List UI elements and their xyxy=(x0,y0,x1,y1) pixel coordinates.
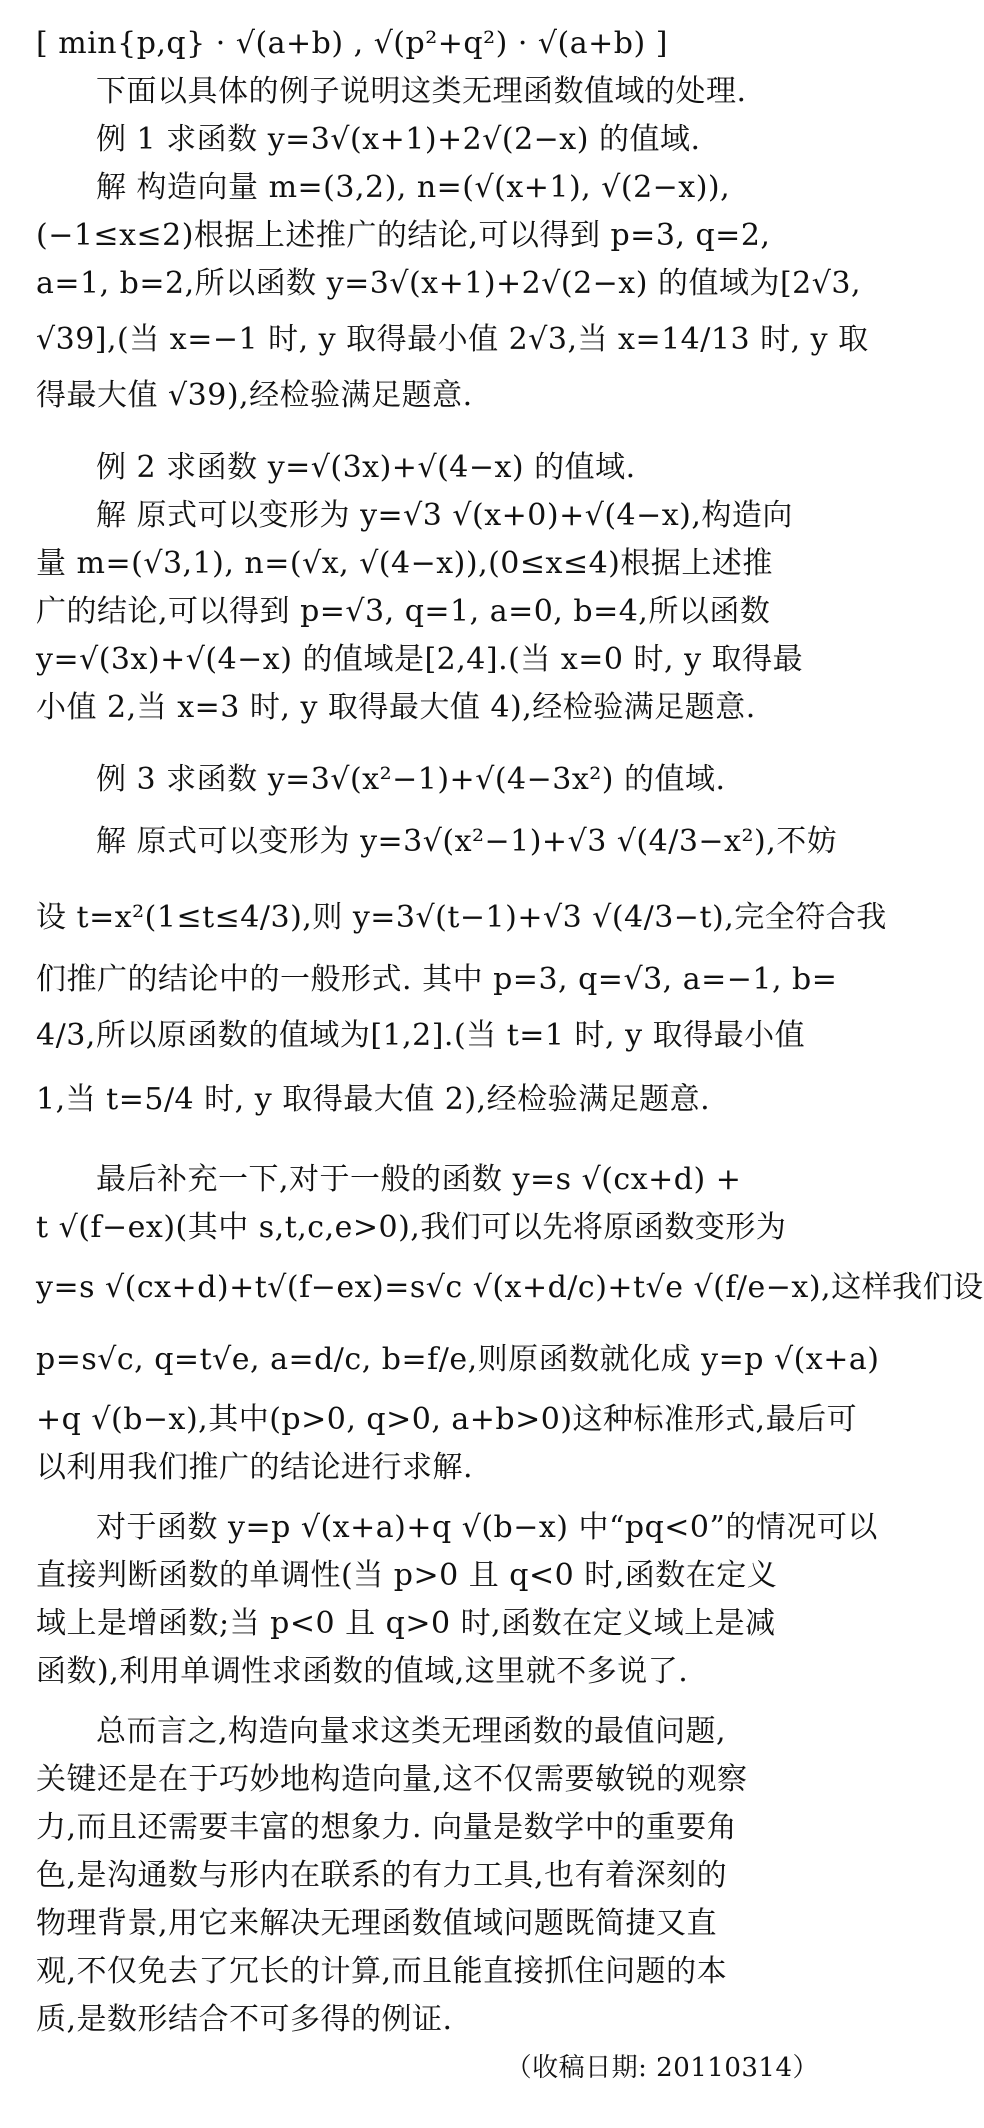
monotonicity-line: 域上是增函数;当 p<0 且 q>0 时,函数在定义域上是减 xyxy=(36,1606,776,1641)
general-case-line: p=s√c, q=t√e, a=d/c, b=f/e,则原函数就化成 y=p √(x+a) xyxy=(36,1342,880,1377)
range-formula-line: [ min{p,q} · √(a+b) , √(p²+q²) · √(a+b) ] xyxy=(36,26,668,61)
monotonicity-line: 函数),利用单调性求函数的值域,这里就不多说了. xyxy=(36,1654,689,1689)
conclusion-line: 力,而且还需要丰富的想象力. 向量是数学中的重要角 xyxy=(36,1810,738,1845)
conclusion-line: 物理背景,用它来解决无理函数值域问题既简捷又直 xyxy=(36,1906,718,1941)
conclusion-line: 质,是数形结合不可多得的例证. xyxy=(36,2002,453,2037)
example-1-title: 例 1 求函数 y=3√(x+1)+2√(2−x) 的值域. xyxy=(96,122,701,157)
conclusion-line: 总而言之,构造向量求这类无理函数的最值问题, xyxy=(96,1714,727,1749)
general-case-line: 最后补充一下,对于一般的函数 y=s √(cx+d) + xyxy=(96,1162,742,1197)
general-case-line: y=s √(cx+d)+t√(f−ex)=s√c √(x+d/c)+t√e √(f/e−x),这样我们设 xyxy=(36,1270,984,1305)
monotonicity-line: 对于函数 y=p √(x+a)+q √(b−x) 中“pq<0”的情况可以 xyxy=(96,1510,878,1545)
conclusion-line: 色,是沟通数与形内在联系的有力工具,也有着深刻的 xyxy=(36,1858,728,1893)
example-3-solution-line: 们推广的结论中的一般形式. 其中 p=3, q=√3, a=−1, b= xyxy=(36,962,838,997)
example-2-solution-line: 小值 2,当 x=3 时, y 取得最大值 4),经检验满足题意. xyxy=(36,690,756,725)
general-case-line: 以利用我们推广的结论进行求解. xyxy=(36,1450,474,1485)
monotonicity-line: 直接判断函数的单调性(当 p>0 且 q<0 时,函数在定义 xyxy=(36,1558,778,1593)
example-2-solution-line: 广的结论,可以得到 p=√3, q=1, a=0, b=4,所以函数 xyxy=(36,594,771,629)
general-case-line: +q √(b−x),其中(p>0, q>0, a+b>0)这种标准形式,最后可 xyxy=(36,1402,858,1437)
example-3-title: 例 3 求函数 y=3√(x²−1)+√(4−3x²) 的值域. xyxy=(96,762,726,797)
example-3-solution-line: 1,当 t=5/4 时, y 取得最大值 2),经检验满足题意. xyxy=(36,1082,711,1117)
example-3-solution-line: 4/3,所以原函数的值域为[1,2].(当 t=1 时, y 取得最小值 xyxy=(36,1018,806,1053)
example-1-solution-line: 解 构造向量 m=(3,2), n=(√(x+1), √(2−x)), xyxy=(96,170,731,205)
example-3-solution-line: 解 原式可以变形为 y=3√(x²−1)+√3 √(4/3−x²),不妨 xyxy=(96,824,838,859)
example-1-solution-line: 得最大值 √39),经检验满足题意. xyxy=(36,378,473,413)
example-1-solution-line: √39],(当 x=−1 时, y 取得最小值 2√3,当 x=14/13 时, y 取 xyxy=(36,322,869,357)
example-1-solution-line: (−1≤x≤2)根据上述推广的结论,可以得到 p=3, q=2, xyxy=(36,218,771,253)
example-2-title: 例 2 求函数 y=√(3x)+√(4−x) 的值域. xyxy=(96,450,636,485)
intro-line: 下面以具体的例子说明这类无理函数值域的处理. xyxy=(96,74,747,109)
received-date: （收稿日期: 20110314） xyxy=(505,2053,819,2083)
example-2-solution-line: 量 m=(√3,1), n=(√x, √(4−x)),(0≤x≤4)根据上述推 xyxy=(36,546,773,581)
conclusion-line: 关键还是在于巧妙地构造向量,这不仅需要敏锐的观察 xyxy=(36,1762,748,1797)
example-2-solution-line: 解 原式可以变形为 y=√3 √(x+0)+√(4−x),构造向 xyxy=(96,498,793,533)
general-case-line: t √(f−ex)(其中 s,t,c,e>0),我们可以先将原函数变形为 xyxy=(36,1210,787,1245)
example-1-solution-line: a=1, b=2,所以函数 y=3√(x+1)+2√(2−x) 的值域为[2√3, xyxy=(36,266,861,301)
example-3-solution-line: 设 t=x²(1≤t≤4/3),则 y=3√(t−1)+√3 √(4/3−t),完全符合我 xyxy=(36,900,887,935)
example-2-solution-line: y=√(3x)+√(4−x) 的值域是[2,4].(当 x=0 时, y 取得最 xyxy=(36,642,804,677)
conclusion-line: 观,不仅免去了冗长的计算,而且能直接抓住问题的本 xyxy=(36,1954,728,1989)
